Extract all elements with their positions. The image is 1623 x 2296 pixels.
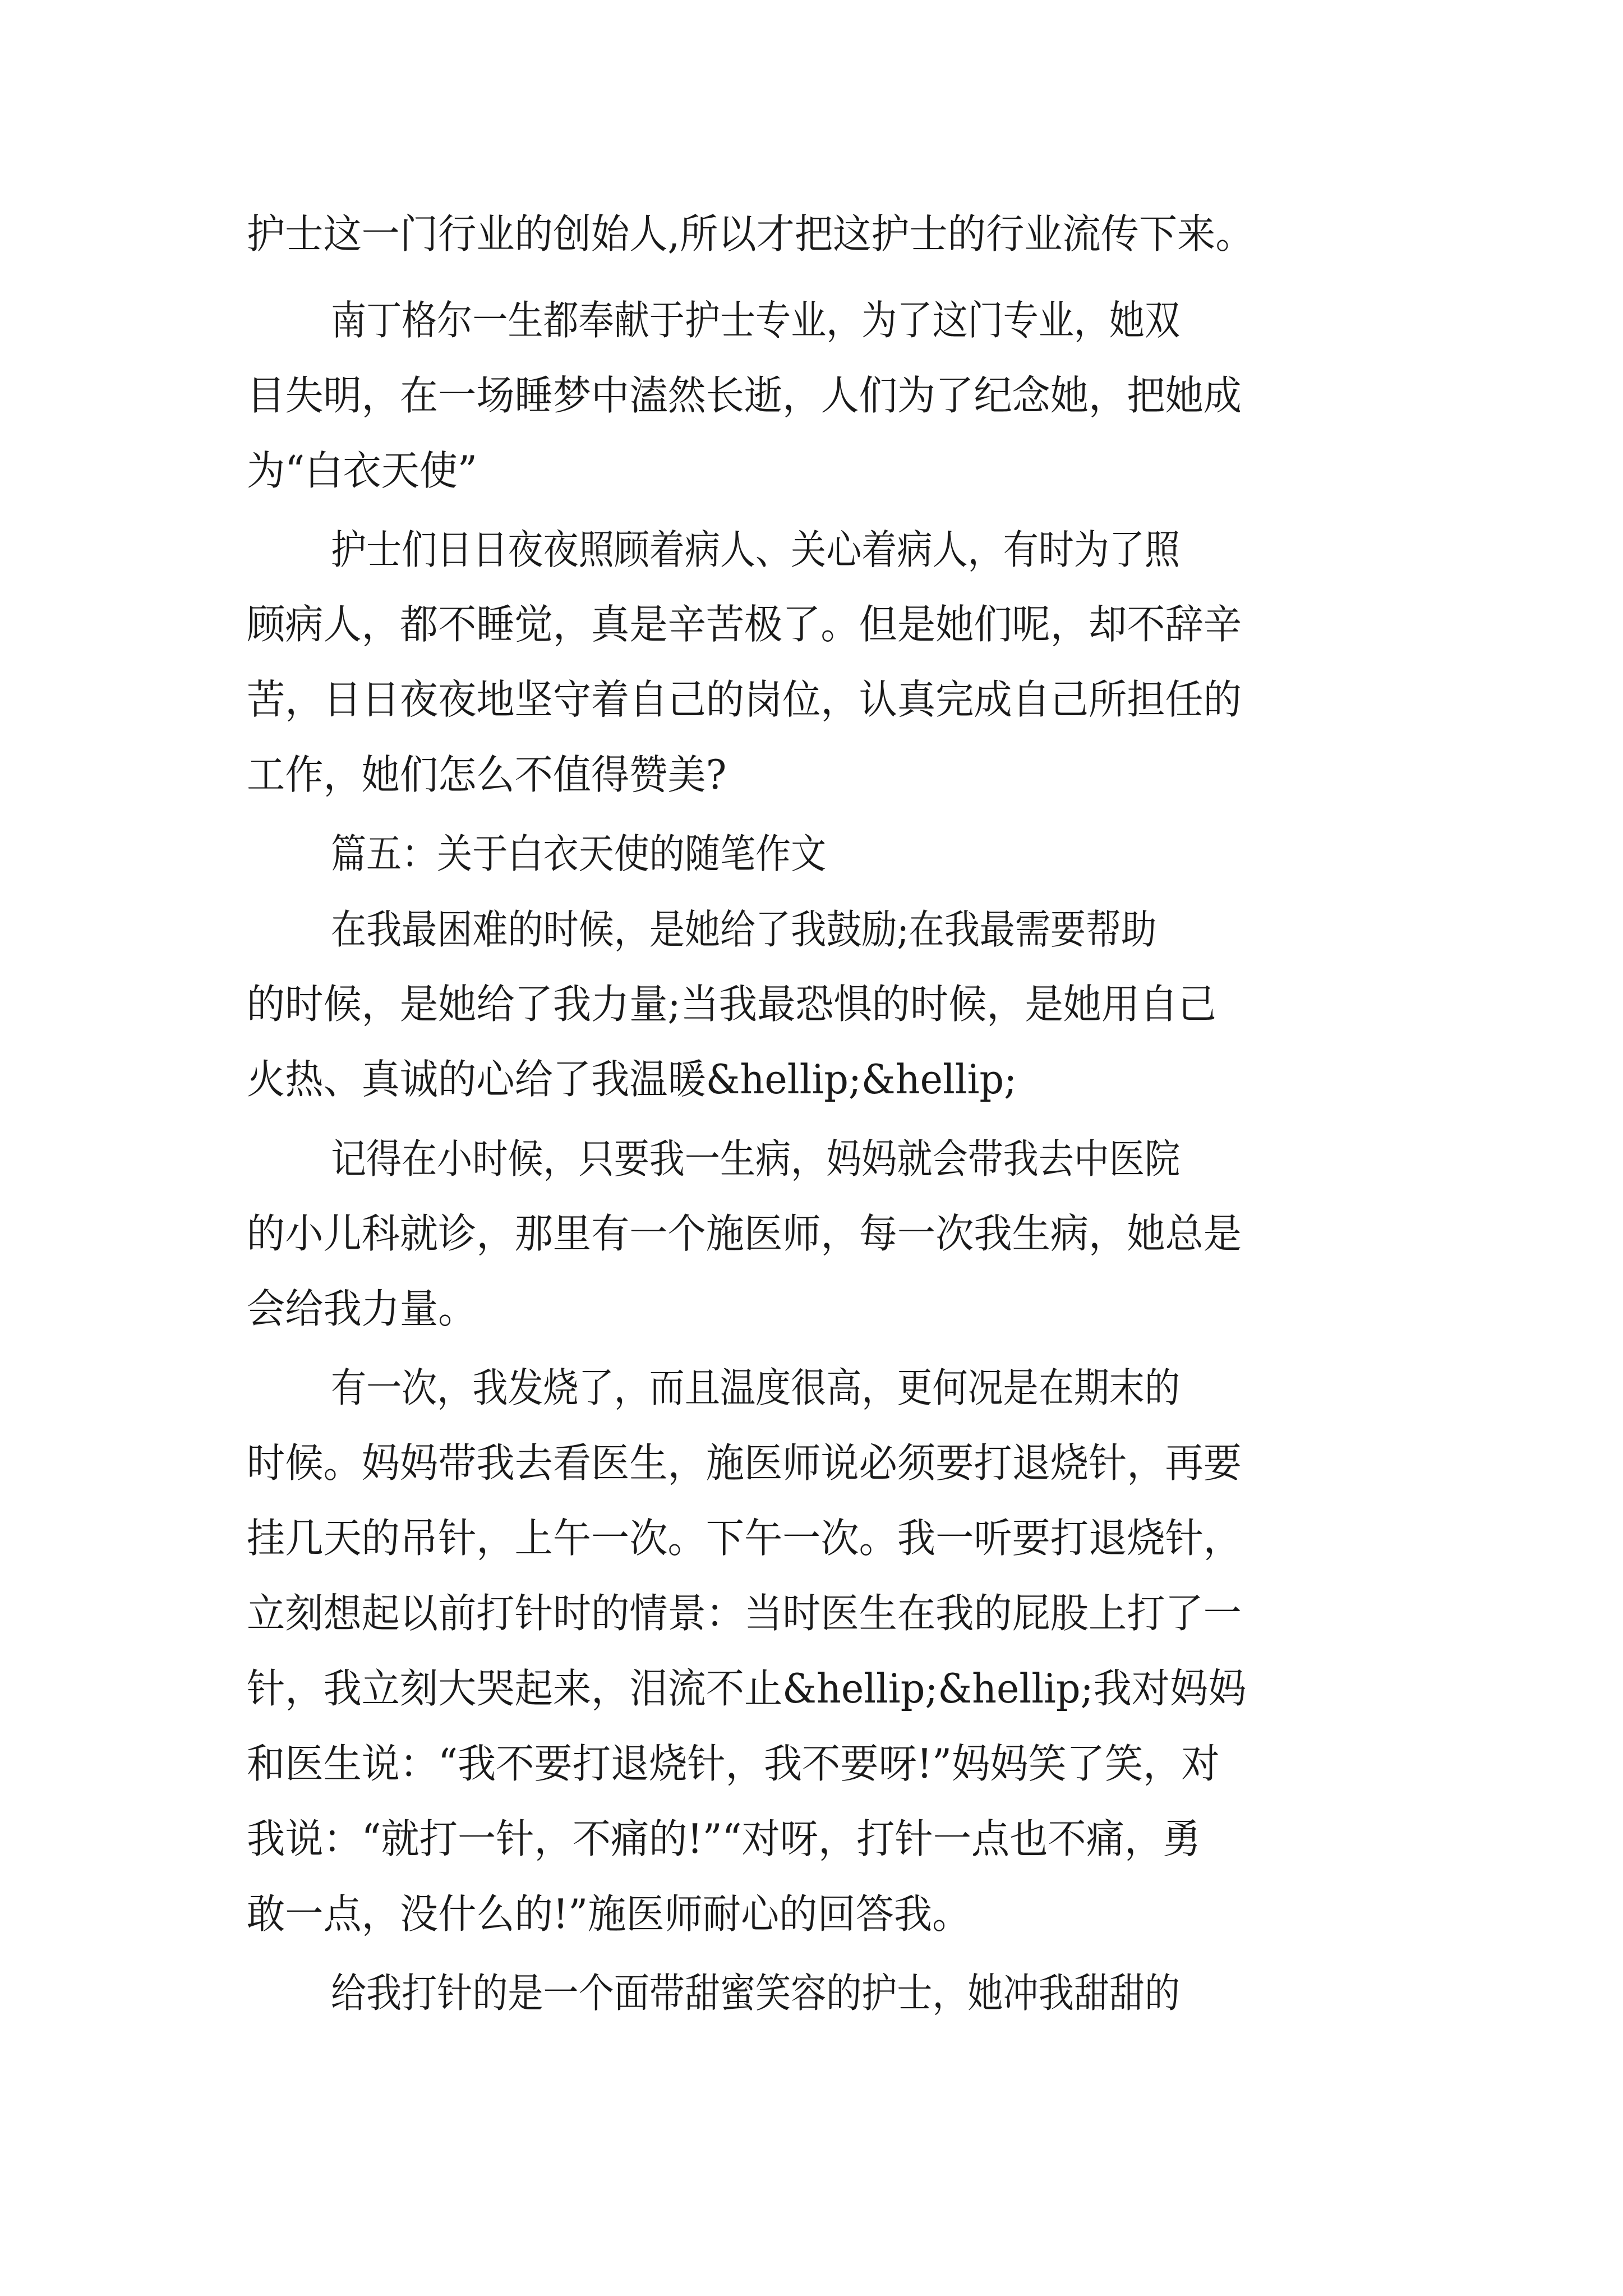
text-line: 记得在小时候，只要我一生病，妈妈就会带我去中医院 xyxy=(331,1135,1181,1182)
text-line: 在我最困难的时候，是她给了我鼓励;在我最需要帮助 xyxy=(331,906,1157,953)
text-line: 火热、真诚的心给了我温暖&hellip;&hellip; xyxy=(247,1056,1017,1103)
text-line: 目失明，在一场睡梦中溘然长逝，人们为了纪念她，把她成 xyxy=(247,372,1242,419)
text-line: 挂几天的吊针，上午一次。下午一次。我一听要打退烧针， xyxy=(247,1515,1242,1562)
text-line: 时候。妈妈带我去看医生，施医师说必须要打退烧针，再要 xyxy=(247,1439,1242,1487)
text-line: 顾病人，都不睡觉，真是辛苦极了。但是她们呢，却不辞辛 xyxy=(247,601,1242,648)
text-line: 给我打针的是一个面带甜蜜笑容的护士，她冲我甜甜的 xyxy=(331,1970,1181,2017)
section-heading: 篇五：关于白衣天使的随笔作文 xyxy=(331,830,827,877)
text-line: 立刻想起以前打针时的情景：当时医生在我的屁股上打了一 xyxy=(247,1590,1242,1637)
text-line: 护士们日日夜夜照顾着病人、关心着病人，有时为了照 xyxy=(331,526,1181,573)
text-line: 会给我力量。 xyxy=(247,1285,477,1332)
text-line: 为“白衣天使” xyxy=(247,447,477,494)
text-line: 苦，日日夜夜地坚守着自己的岗位，认真完成自己所担任的 xyxy=(247,676,1242,723)
text-line: 南丁格尔一生都奉献于护士专业，为了这门专业，她双 xyxy=(331,297,1181,344)
text-line: 敢一点，没什么的!”施医师耐心的回答我。 xyxy=(247,1890,971,1938)
text-line: 和医生说：“我不要打退烧针，我不要呀!”妈妈笑了笑，对 xyxy=(247,1740,1220,1787)
text-line: 的时候，是她给了我力量;当我最恐惧的时候，是她用自己 xyxy=(247,981,1216,1028)
text-line: 我说：“就打一针，不痛的!”“对呀，打针一点也不痛，勇 xyxy=(247,1815,1201,1862)
text-line: 针，我立刻大哭起来，泪流不止&hellip;&hellip;我对妈妈 xyxy=(247,1665,1247,1712)
text-line: 工作，她们怎么不值得赞美? xyxy=(247,751,727,798)
text-line: 有一次，我发烧了，而且温度很高，更何况是在期末的 xyxy=(331,1364,1181,1411)
text-line: 的小儿科就诊，那里有一个施医师，每一次我生病，她总是 xyxy=(247,1210,1242,1257)
text-line: 护士这一门行业的创始人,所以才把这护士的行业流传下来。 xyxy=(247,210,1254,257)
